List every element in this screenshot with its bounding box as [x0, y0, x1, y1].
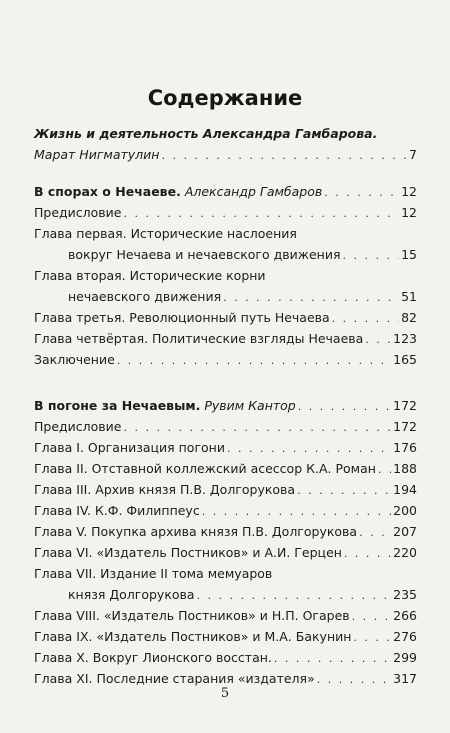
- toc-entry[interactable]: [34, 455, 417, 476]
- toc-dot-leader: [123, 207, 399, 220]
- toc-entry[interactable]: [34, 304, 417, 325]
- toc-entry-page: 200: [393, 503, 417, 518]
- toc-entry[interactable]: [34, 413, 417, 434]
- toc-dot-leader: [117, 354, 391, 367]
- toc-entry-title: Глава II. Отставной коллежский асессор К.А. Роман: [34, 461, 376, 476]
- toc-entry-page: 220: [393, 545, 417, 560]
- toc-entry-author: Александр Гамбаров: [184, 184, 323, 199]
- toc-entry[interactable]: [34, 220, 417, 241]
- toc-dot-leader: [343, 249, 400, 262]
- toc-entry-author: Рувим Кантор: [204, 398, 296, 413]
- toc-entry-page: 123: [393, 331, 417, 346]
- toc-entry[interactable]: [34, 392, 417, 413]
- page-number: 5: [220, 686, 230, 701]
- toc-entry[interactable]: [34, 539, 417, 560]
- toc-dot-leader: [378, 463, 391, 476]
- toc-entry-page: 165: [393, 352, 417, 367]
- toc-entry-title: Глава третья. Революционный путь Нечаева: [34, 310, 330, 325]
- toc-dot-leader: [353, 631, 391, 644]
- toc-entry[interactable]: [34, 262, 417, 283]
- toc-entry[interactable]: [34, 199, 417, 220]
- toc-entry[interactable]: [68, 283, 417, 304]
- toc-entry-page: 12: [401, 205, 417, 220]
- toc-dot-leader: [274, 652, 391, 665]
- toc-entry-page: 172: [393, 398, 417, 413]
- toc-entry-page: 176: [393, 440, 417, 455]
- toc-entry-page: 194: [393, 482, 417, 497]
- toc-dot-leader: [123, 421, 391, 434]
- toc-entry-page: 266: [393, 608, 417, 623]
- toc-entry[interactable]: [34, 120, 417, 141]
- toc-entry-page: 299: [393, 650, 417, 665]
- toc-entry-title: Глава первая. Исторические наслоения: [34, 226, 297, 241]
- toc-entry[interactable]: [34, 518, 417, 539]
- toc-dot-leader: [365, 333, 391, 346]
- toc-entry-title: нечаевского движения: [68, 289, 222, 304]
- toc-dot-leader: [223, 291, 399, 304]
- toc-entry-title: вокруг Нечаева и нечаевского движения: [68, 247, 341, 262]
- toc-entry-author: Марат Нигматулин: [34, 147, 160, 162]
- toc-dot-leader: [317, 673, 391, 686]
- toc-entry-title: Глава VIII. «Издатель Постников» и Н.П. Огарев: [34, 608, 350, 623]
- toc-entry-page: 7: [409, 147, 417, 162]
- toc-entry[interactable]: [68, 581, 417, 602]
- toc-dot-leader: [344, 547, 391, 560]
- toc-entry-title: Глава вторая. Исторические корни: [34, 268, 266, 283]
- toc-dot-leader: [298, 400, 391, 413]
- toc-entry[interactable]: [34, 141, 417, 162]
- toc-entry-title: Глава V. Покупка архива князя П.В. Долгорукова: [34, 524, 358, 539]
- toc-entry-title: Глава VI. «Издатель Постников» и А.И. Герцен: [34, 545, 342, 560]
- toc-entry[interactable]: [34, 178, 417, 199]
- toc-entry-page: 207: [393, 524, 417, 539]
- toc-entry[interactable]: [34, 644, 417, 665]
- toc-dot-leader: [227, 442, 391, 455]
- toc-dot-leader: [352, 610, 392, 623]
- toc-entry-page: 51: [401, 289, 417, 304]
- toc-dot-leader: [359, 526, 391, 539]
- toc-entry[interactable]: [34, 623, 417, 644]
- toc-entry-title: Глава IV. К.Ф. Филиппеус: [34, 503, 200, 518]
- toc-entry[interactable]: [34, 434, 417, 455]
- toc-entry[interactable]: [34, 346, 417, 367]
- toc-entry-title: Глава IX. «Издатель Постников» и М.А. Бакунин: [34, 629, 352, 644]
- toc-dot-leader: [324, 186, 399, 199]
- toc-entry-title: Глава VII. Издание II тома мемуаров: [34, 566, 273, 581]
- toc-entry-title: Глава I. Организация погони: [34, 440, 225, 455]
- toc-entry-page: 276: [393, 629, 417, 644]
- toc-dot-leader: [297, 484, 391, 497]
- toc-entry[interactable]: [34, 602, 417, 623]
- toc-entry-title: Жизнь и деятельность Александра Гамбарова.: [34, 126, 378, 141]
- toc-entry-title: Глава III. Архив князя П.В. Долгорукова: [34, 482, 296, 497]
- page-title: Содержание: [147, 86, 303, 110]
- toc-entry-title: Глава четвёртая. Политические взгляды Нечаева: [34, 331, 364, 346]
- toc-entry[interactable]: [34, 497, 417, 518]
- toc-dot-leader: [161, 149, 407, 162]
- toc-entry-title: Глава X. Вокруг Лионского восстан.: [34, 650, 272, 665]
- toc-dot-leader: [332, 312, 399, 325]
- toc-entry-title: князя Долгорукова: [68, 587, 195, 602]
- toc-entry[interactable]: [34, 476, 417, 497]
- toc-entry-page: 12: [401, 184, 417, 199]
- toc-entry-page: 82: [401, 310, 417, 325]
- toc-entry-page: 172: [393, 419, 417, 434]
- toc-entry-page: 317: [393, 671, 417, 686]
- toc-entry-title: Заключение: [34, 352, 115, 367]
- toc-entry-title: Глава XI. Последние старания «издателя»: [34, 671, 315, 686]
- toc-entry-title: Предисловие: [34, 419, 122, 434]
- toc-entry-title: В спорах о Нечаеве.: [34, 184, 181, 199]
- toc-entry[interactable]: [34, 665, 417, 686]
- toc-entry[interactable]: [34, 560, 417, 581]
- toc-entry-title: В погоне за Нечаевым.: [34, 398, 201, 413]
- toc-entry-page: 15: [401, 247, 417, 262]
- toc-dot-leader: [197, 589, 392, 602]
- toc-entry[interactable]: [68, 241, 417, 262]
- toc-entry-page: 235: [393, 587, 417, 602]
- toc-entry-page: 188: [393, 461, 417, 476]
- toc-entry-title: Предисловие: [34, 205, 122, 220]
- toc-dot-leader: [202, 505, 391, 518]
- toc-entry[interactable]: [34, 325, 417, 346]
